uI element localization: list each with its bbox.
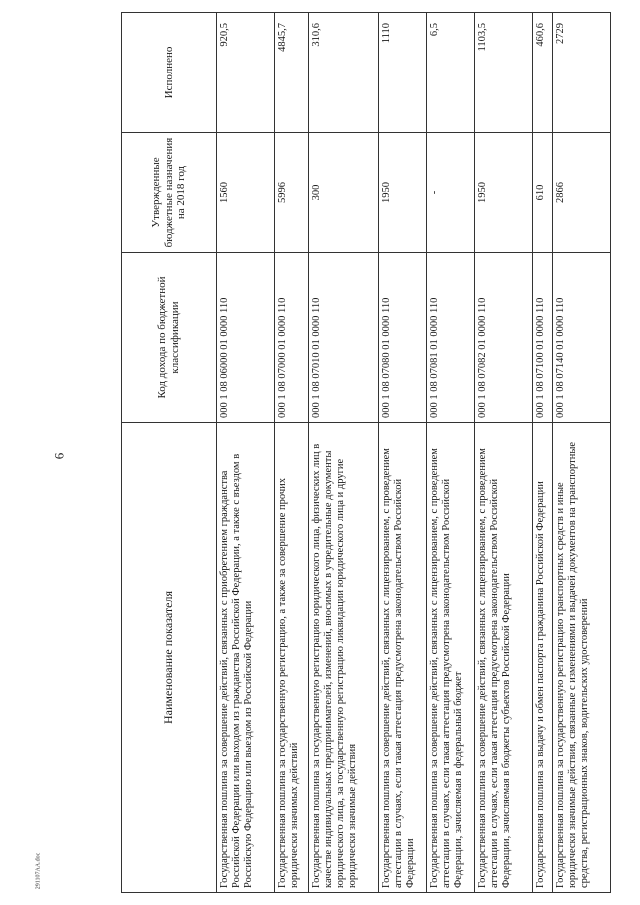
table-row [217,13,275,893]
table-row [379,13,427,893]
row-executed: 310,6 [309,13,379,133]
row-code: 000 1 08 07100 01 0000 110 [533,253,553,423]
row-code: 000 1 08 07081 01 0000 110 [427,253,475,423]
table-header-row [122,13,217,893]
table-row [475,13,533,893]
row-code: 000 1 08 07000 01 0000 110 [275,253,309,423]
header-approved: Утвержденные бюджетные назначения на 2018 год [122,133,217,253]
row-code: 000 1 08 06000 01 0000 110 [217,253,275,423]
row-name: Государственная пошлина за государственную регистрацию, а также за совершение прочих юридически значимых действий [275,423,309,893]
row-approved: 1950 [475,133,533,253]
row-executed: 1103,5 [475,13,533,133]
row-executed: 460,6 [533,13,553,133]
table-row [533,13,553,893]
row-executed: 1110 [379,13,427,133]
row-code: 000 1 08 07140 01 0000 110 [553,253,611,423]
row-name: Государственная пошлина за совершение действий, связанных с лицензированием, с проведением аттестации в случаях, если такая аттестация предусмотрена законодательством Российской Федерации [379,423,427,893]
row-executed: 6,5 [427,13,475,133]
rotated-table-container [121,13,613,893]
row-approved: - [427,133,475,253]
header-code: Код дохода по бюджетной классификации [122,253,217,423]
row-approved: 5996 [275,133,309,253]
table-row [427,13,475,893]
row-name: Государственная пошлина за совершение действий, связанных с лицензированием, с проведением аттестации в случаях, если такая аттестация предусмотрена законодательством Российской Федерации, зачисляемая в федеральный бюджет [427,423,475,893]
row-name: Государственная пошлина за выдачу и обмен паспорта гражданина Российской Федерации [533,423,553,893]
row-approved: 1560 [217,133,275,253]
row-name: Государственная пошлина за государственную регистрацию транспортных средств и иные юридически значимые действия, связанные с изменениями и выдачей документов на транспортные средства, регистрационных знаков, водительских удостоверений [553,423,611,893]
revenue-table [121,12,611,893]
row-name: Государственная пошлина за совершение действий, связанных с лицензированием, с проведением аттестации в случаях, если такая аттестация предусмотрена законодательством Российской Федерации, зачисляемая в бюджеты субъектов Российской Федерации [475,423,533,893]
row-code: 000 1 08 07082 01 0000 110 [475,253,533,423]
row-executed: 920,5 [217,13,275,133]
row-approved: 2866 [553,133,611,253]
page-number: 6 [51,452,67,460]
header-executed: Исполнено [122,13,217,133]
row-approved: 300 [309,133,379,253]
row-name: Государственная пошлина за совершение действий, связанных с приобретением гражданства Российской Федерации или выходом из гражданства Российской Федерации, а также с въездом в Российскую Федерацию или выездом из Российской Федерации [217,423,275,893]
row-executed: 2729 [553,13,611,133]
row-code: 000 1 08 07010 01 0000 110 [309,253,379,423]
footer-filename: 291107AA.doc [35,852,42,890]
table-row [275,13,309,893]
table-row [309,13,379,893]
row-code: 000 1 08 07080 01 0000 110 [379,253,427,423]
header-name: Наименование показателя [122,423,217,893]
row-executed: 4845,7 [275,13,309,133]
table-row [553,13,611,893]
row-name: Государственная пошлина за государственную регистрацию юридического лица, физических лиц в качестве индивидуальных предпринимателей, изменений, вносимых в учредительные документы юридического лица, за государственную регистрацию ликвидации юридического лица и другие юридически значимые действия [309,423,379,893]
row-approved: 1950 [379,133,427,253]
row-approved: 610 [533,133,553,253]
